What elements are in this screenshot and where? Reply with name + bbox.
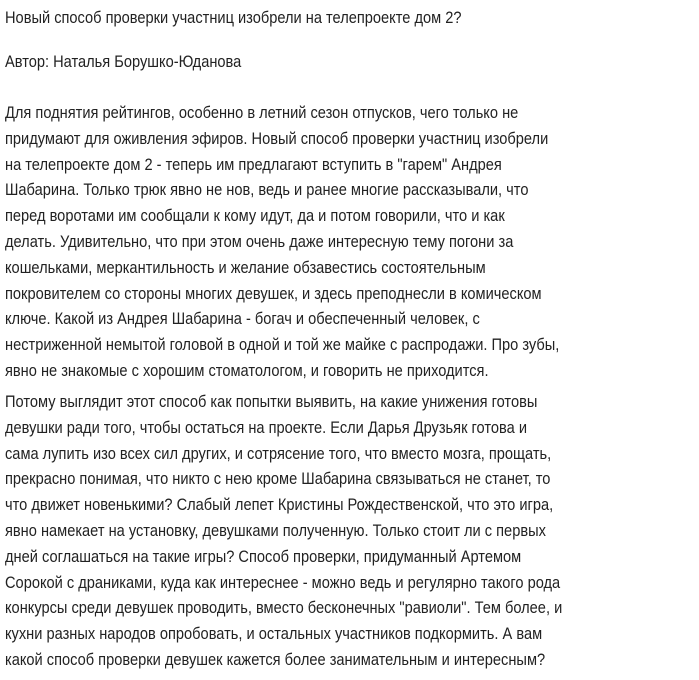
text-line: Шабарина. Только трюк явно не нов, ведь и ранее многие рассказывали, что bbox=[5, 180, 529, 200]
text-line: перед воротами им сообщали к кому идут, да и потом говорили, что и как bbox=[5, 206, 505, 226]
text-line: придумают для оживления эфиров. Новый способ проверки участниц изобрели bbox=[5, 128, 549, 148]
text-line: на телепроекте дом 2 - теперь им предлагают вступить в "гарем" Андрея bbox=[5, 154, 502, 174]
text-line: нестриженной немытой головой в одной и той же майке с распродажи. Про зубы, bbox=[5, 335, 560, 355]
text-line: покровителем со стороны многих девушек, и здесь преподнесли в комическом bbox=[5, 283, 542, 303]
text-line: прекрасно понимая, что никто с нею кроме Шабарина связываться не станет, то bbox=[5, 469, 551, 489]
text-line: кошельками, меркантильность и желание обзавестись состоятельным bbox=[5, 257, 486, 277]
text-line: делать. Удивительно, что при этом очень даже интересную тему погони за bbox=[5, 231, 514, 251]
text-line: кухни разных народов опробовать, и остальных участников подкормить. А вам bbox=[5, 624, 543, 644]
text-line: Сорокой с драниками, куда как интереснее - можно ведь и регулярно такого рода bbox=[5, 572, 561, 592]
text-line: дней соглашаться на такие игры? Способ проверки, придуманный Артемом bbox=[5, 546, 522, 566]
paragraph-1 bbox=[0, 103, 645, 387]
text-line: явно не знакомые с хорошим стоматологом, и говорить не приходится. bbox=[5, 360, 489, 380]
paragraph-2 bbox=[0, 392, 648, 676]
text-line: конкурсы среди девушек проводить, вместо бесконечных "равиоли". Тем более, и bbox=[5, 598, 563, 618]
article-author: Автор: Наталья Борушко-Юданова bbox=[5, 52, 242, 71]
text-line: девушки ради того, чтобы остаться на проекте. Если Дарья Друзьяк готова и bbox=[5, 417, 527, 437]
text-line: сама лупить изо всех сил других, и сотрясение того, что вместо мозга, прощать, bbox=[5, 443, 552, 463]
text-line: явно намекает на установку, девушками полученную. Только стоит ли с первых bbox=[5, 520, 546, 540]
text-line: Потому выглядит этот способ как попытки выявить, на какие унижения готовы bbox=[5, 392, 538, 411]
text-line: какой способ проверки девушек кажется более занимательным и интересным? bbox=[5, 649, 546, 669]
article-title: Новый способ проверки участниц изобрели на телепроекте дом 2? bbox=[5, 8, 462, 27]
text-line: ключе. Какой из Андрея Шабарина - богач и обеспеченный человек, с bbox=[5, 309, 480, 329]
text-line: что движет новенькими? Слабый лепет Кристины Рождественской, что это игра, bbox=[5, 495, 554, 515]
text-line: Для поднятия рейтингов, особенно в летний сезон отпусков, чего только не bbox=[5, 103, 519, 122]
